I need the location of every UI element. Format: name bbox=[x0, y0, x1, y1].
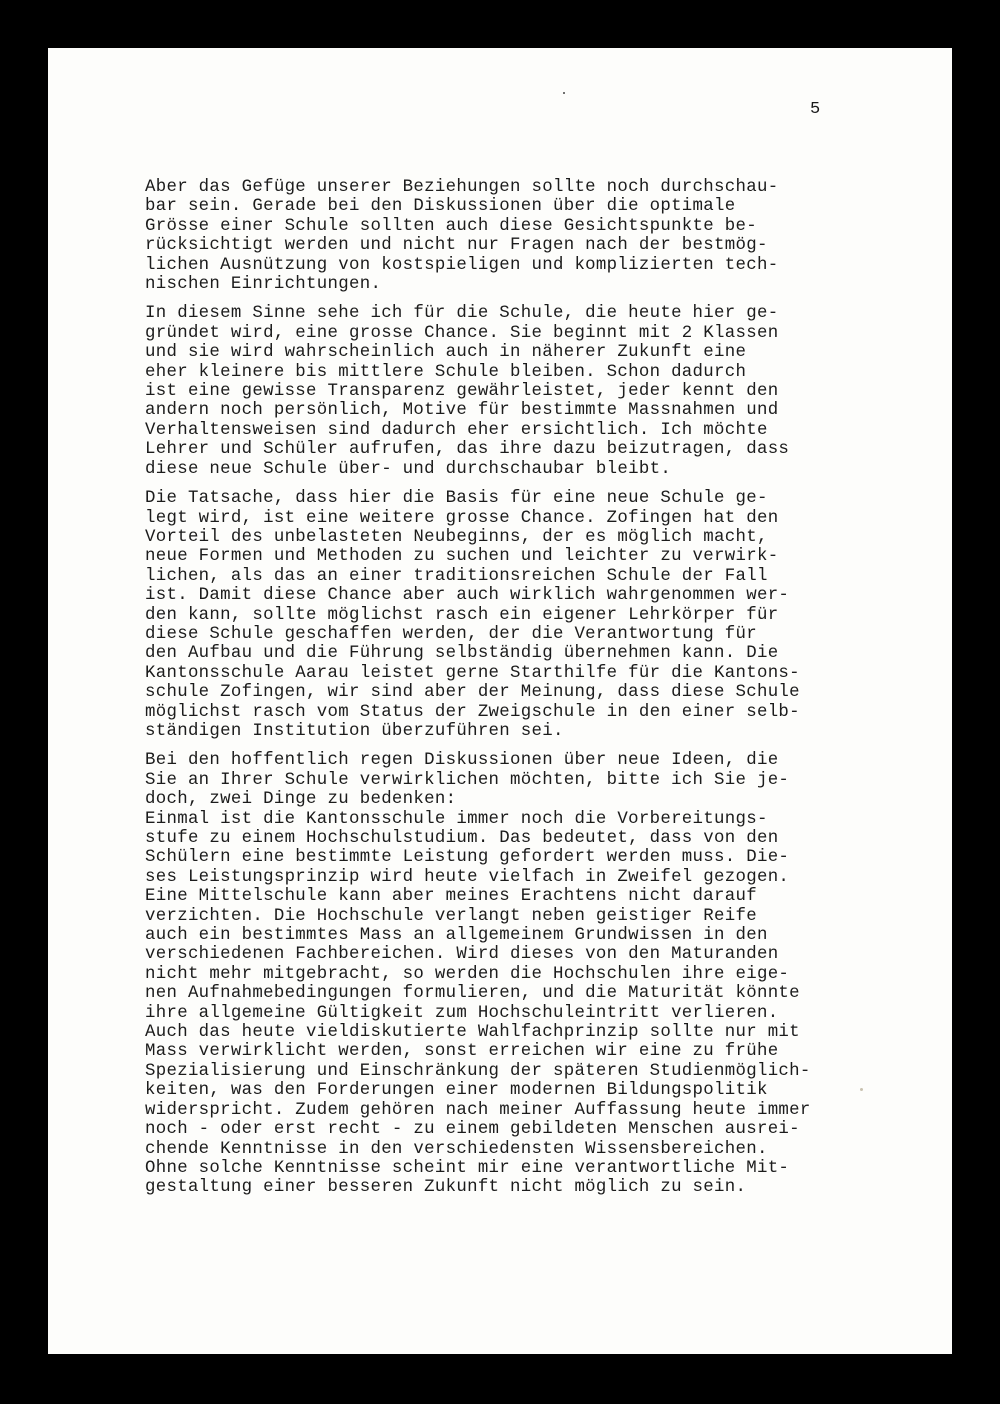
text-line: ist eine gewisse Transparenz gewährleistet, jeder kennt den bbox=[145, 382, 779, 402]
text-line: und sie wird wahrscheinlich auch in näherer Zukunft eine bbox=[145, 343, 747, 363]
text-line: nen Aufnahmebedingungen formulieren, und die Maturität könnte bbox=[145, 984, 800, 1004]
text-line: Bei den hoffentlich regen Diskussionen über neue Ideen, die bbox=[145, 751, 779, 771]
text-line: keiten, was den Forderungen einer modernen Bildungspolitik bbox=[145, 1081, 768, 1101]
text-line: noch - oder erst recht - zu einem gebildeten Menschen ausrei- bbox=[145, 1120, 800, 1140]
text-line: Spezialisierung und Einschränkung der späteren Studienmöglich- bbox=[145, 1061, 811, 1081]
text-line: doch, zwei Dinge zu bedenken: bbox=[145, 790, 457, 810]
scan-speck bbox=[563, 92, 565, 94]
text-line: Mass verwirklicht werden, sonst erreichen wir eine zu frühe bbox=[145, 1042, 779, 1062]
text-line: Kantonsschule Aarau leistet gerne Starthilfe für die Kantons- bbox=[145, 663, 800, 683]
text-line: Ohne solche Kenntnisse scheint mir eine verantwortliche Mit- bbox=[145, 1158, 790, 1178]
text-line: neue Formen und Methoden zu suchen und leichter zu verwirk- bbox=[145, 547, 779, 567]
text-line: Die Tatsache, dass hier die Basis für eine neue Schule ge- bbox=[145, 489, 768, 509]
text-line: auch ein bestimmtes Mass an allgemeinem Grundwissen in den bbox=[145, 926, 768, 946]
text-line: Eine Mittelschule kann aber meines Erachtens nicht darauf bbox=[145, 887, 757, 907]
text-line: chende Kenntnisse in den verschiedensten Wissensbereichen. bbox=[145, 1139, 768, 1159]
text-line: ist. Damit diese Chance aber auch wirklich wahrgenommen wer- bbox=[145, 586, 790, 606]
text-line: schule Zofingen, wir sind aber der Meinung, dass diese Schule bbox=[145, 683, 800, 703]
text-line: nicht mehr mitgebracht, so werden die Hochschulen ihre eige- bbox=[145, 964, 790, 984]
body-text bbox=[145, 178, 885, 1208]
text-line: Einmal ist die Kantonsschule immer noch die Vorbereitungs- bbox=[145, 809, 768, 829]
text-line: möglichst rasch vom Status der Zweigschule in den einer selb- bbox=[145, 702, 800, 722]
text-line: In diesem Sinne sehe ich für die Schule, die heute hier ge- bbox=[145, 304, 779, 324]
text-line: ses Leistungsprinzip wird heute vielfach in Zweifel gezogen. bbox=[145, 867, 790, 887]
text-line: andern noch persönlich, Motive für bestimmte Massnahmen und bbox=[145, 401, 779, 421]
text-line: diese neue Schule über- und durchschaubar bleibt. bbox=[145, 459, 672, 479]
text-line: verzichten. Die Hochschule verlangt neben geistiger Reife bbox=[145, 906, 757, 926]
paragraph bbox=[145, 489, 885, 741]
paragraph bbox=[145, 751, 885, 1197]
text-line: Auch das heute vieldiskutierte Wahlfachprinzip sollte nur mit bbox=[145, 1023, 800, 1043]
text-line: verschiedenen Fachbereichen. Wird dieses von den Maturanden bbox=[145, 945, 779, 965]
paragraph bbox=[145, 304, 885, 479]
text-line: Verhaltensweisen sind dadurch eher ersichtlich. Ich möchte bbox=[145, 420, 768, 440]
text-line: lichen, als das an einer traditionsreichen Schule der Fall bbox=[145, 566, 768, 586]
text-line: Lehrer und Schüler aufrufen, das ihre dazu beizutragen, dass bbox=[145, 440, 790, 460]
text-line: diese Schule geschaffen werden, der die Verantwortung für bbox=[145, 624, 757, 644]
paragraph bbox=[145, 178, 885, 294]
text-line: stufe zu einem Hochschulstudium. Das bedeutet, dass von den bbox=[145, 829, 779, 848]
text-line: Aber das Gefüge unserer Beziehungen sollte noch durchschau- bbox=[145, 178, 779, 197]
text-line: den Aufbau und die Führung selbständig übernehmen kann. Die bbox=[145, 644, 779, 664]
text-line: gestaltung einer besseren Zukunft nicht möglich zu sein. bbox=[145, 1178, 747, 1198]
text-line: gründet wird, eine grosse Chance. Sie beginnt mit 2 Klassen bbox=[145, 323, 779, 343]
text-line: Schülern eine bestimmte Leistung gefordert werden muss. Die- bbox=[145, 848, 790, 868]
text-line: den kann, sollte möglichst rasch ein eigener Lehrkörper für bbox=[145, 605, 779, 625]
text-line: eher kleinere bis mittlere Schule bleiben. Schon dadurch bbox=[145, 362, 747, 382]
text-line: legt wird, ist eine weitere grosse Chance. Zofingen hat den bbox=[145, 508, 779, 528]
text-line: nischen Einrichtungen. bbox=[145, 275, 382, 295]
text-line: bar sein. Gerade bei den Diskussionen über die optimale bbox=[145, 197, 736, 217]
text-line: widerspricht. Zudem gehören nach meiner Auffassung heute immer bbox=[145, 1100, 811, 1120]
text-line: ständigen Institution überzuführen sei. bbox=[145, 721, 564, 741]
text-line: lichen Ausnützung von kostspieligen und komplizierten tech- bbox=[145, 255, 779, 275]
text-line: Sie an Ihrer Schule verwirklichen möchten, bitte ich Sie je- bbox=[145, 770, 790, 790]
text-line: ihre allgemeine Gültigkeit zum Hochschuleintritt verlieren. bbox=[145, 1003, 779, 1023]
text-line: Grösse einer Schule sollten auch diese Gesichtspunkte be- bbox=[145, 216, 757, 236]
text-line: Vorteil des unbelasteten Neubeginns, der es möglich macht, bbox=[145, 527, 768, 547]
text-line: rücksichtigt werden und nicht nur Fragen nach der bestmög- bbox=[145, 236, 768, 256]
page-number: 5 bbox=[810, 100, 821, 119]
